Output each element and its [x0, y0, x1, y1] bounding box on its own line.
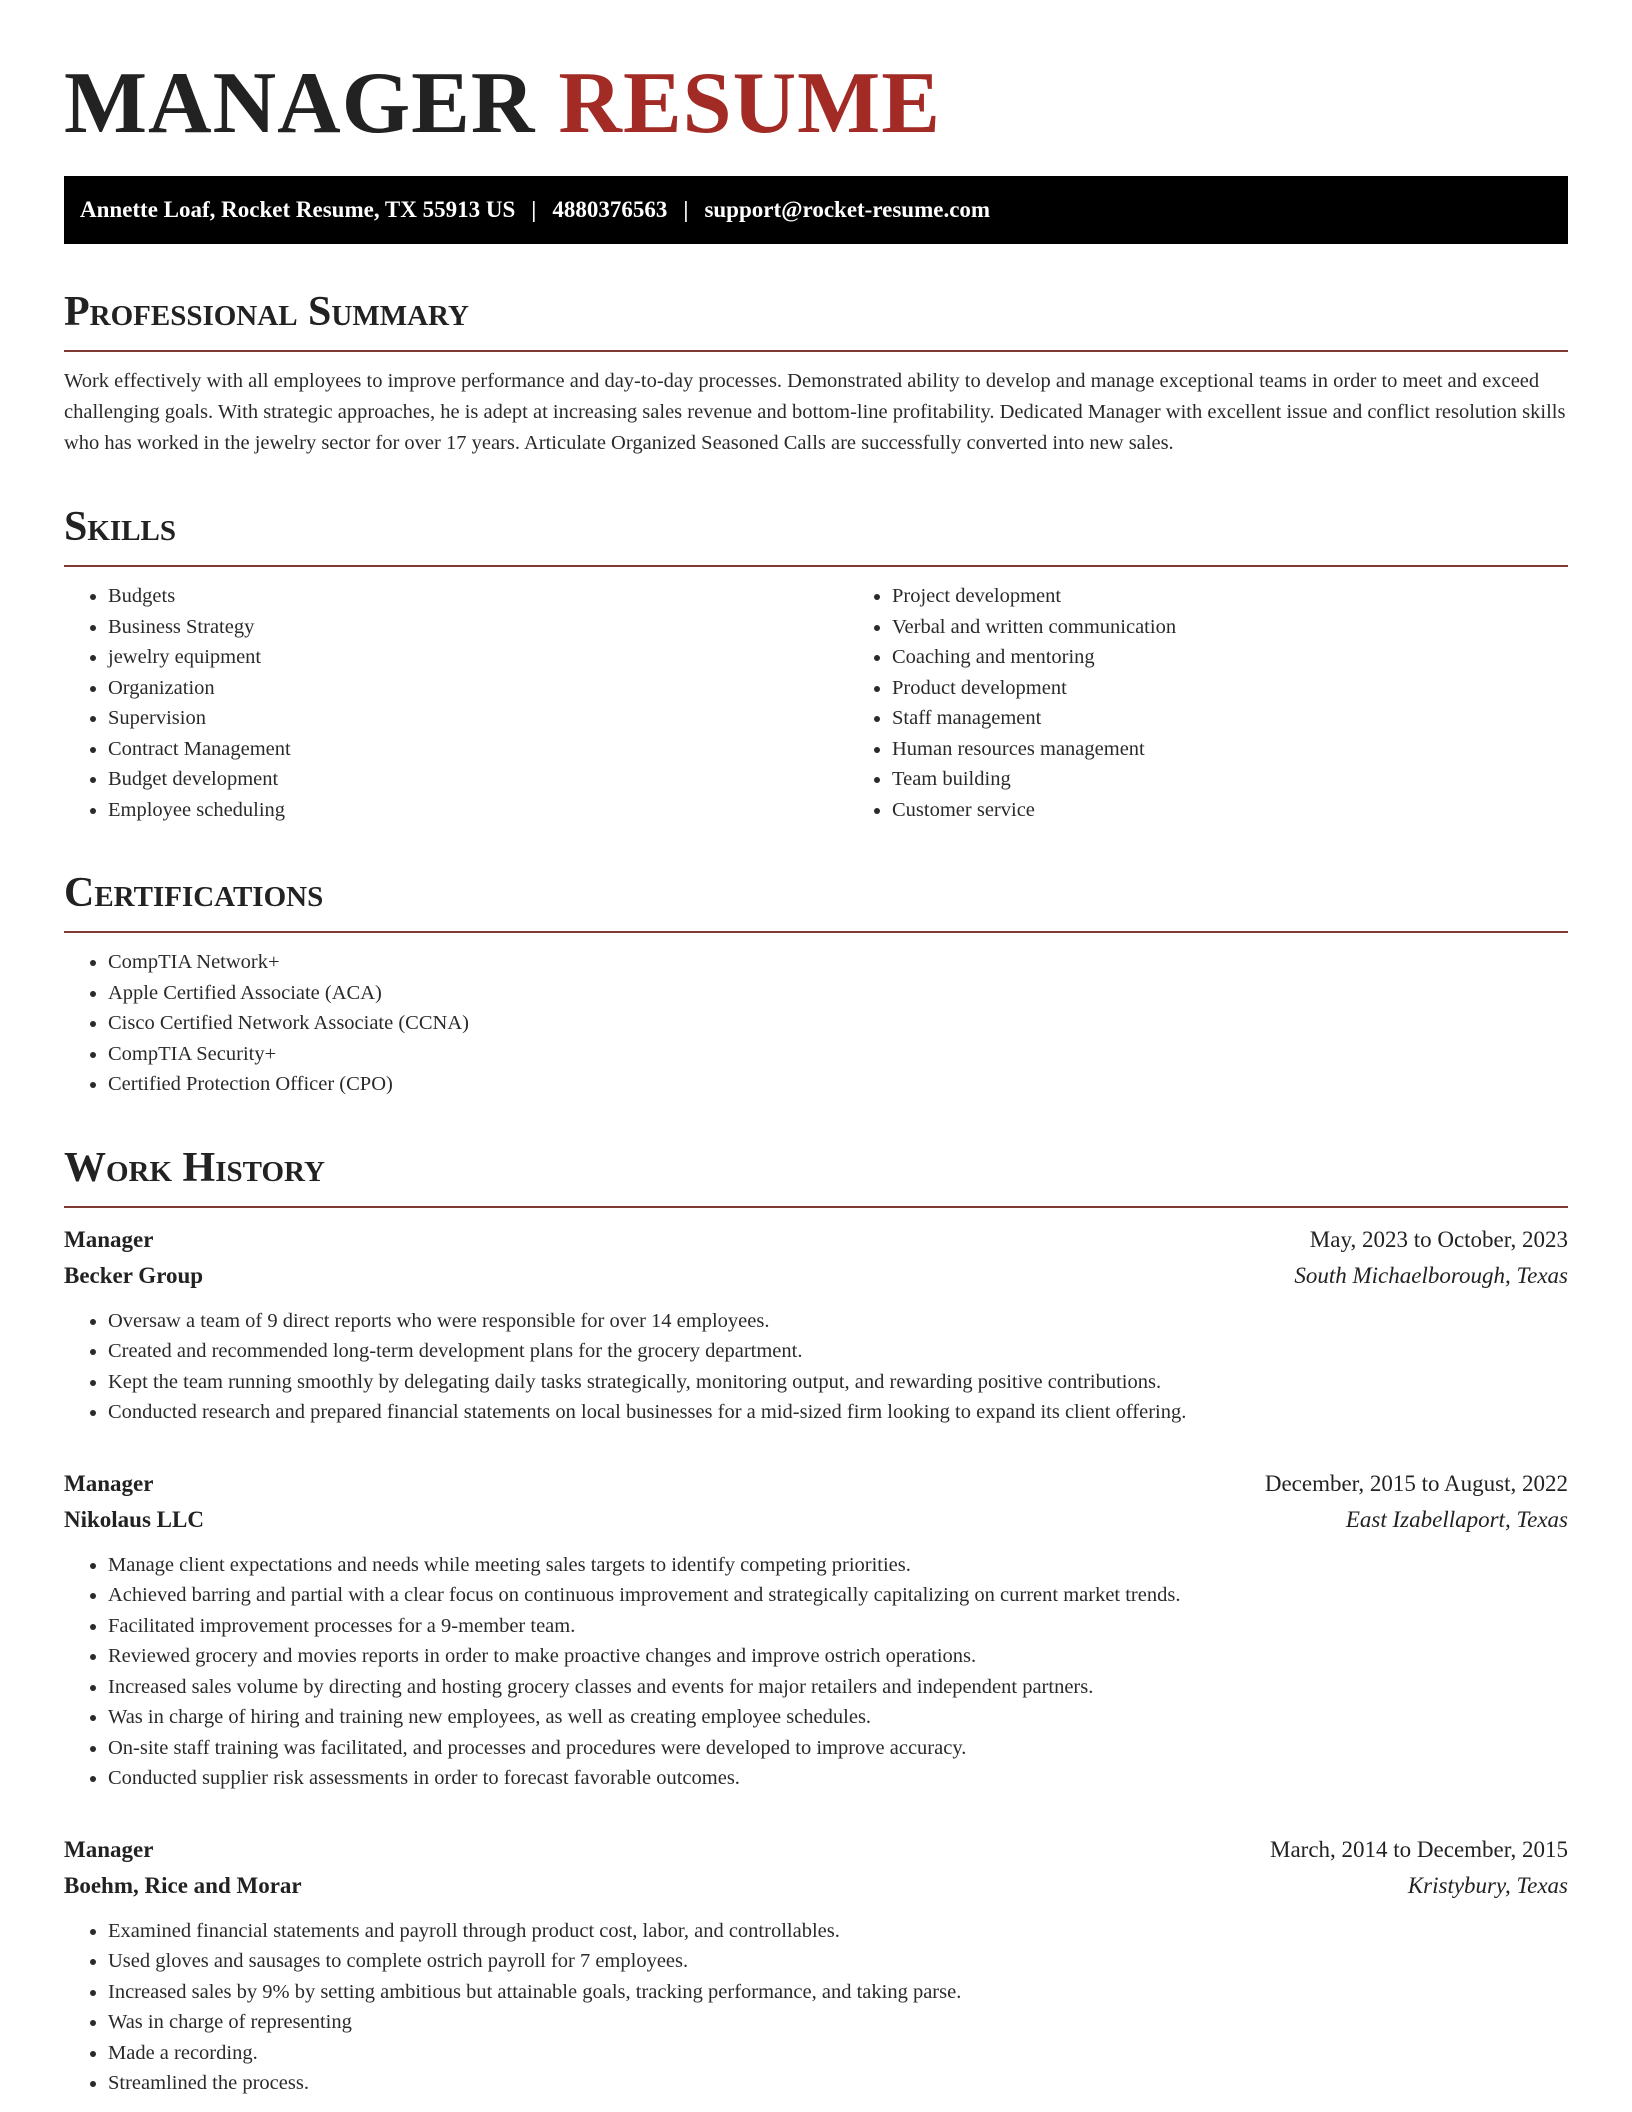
job-bullet: • Used gloves and sausages to complete ostrich payroll for 7 employees. [108, 1946, 1568, 1977]
certifications-heading: Certifications [64, 869, 1568, 933]
job-bullet: • Oversaw a team of 9 direct reports who were responsible for over 14 employees. [108, 1306, 1568, 1337]
job-entry [64, 1466, 1568, 1794]
certification-item: • Certified Protection Officer (CPO) [108, 1069, 1568, 1100]
job-bullet: • Conducted research and prepared financial statements on local businesses for a mid-sized firm looking to expand its client offering. [108, 1397, 1568, 1428]
skill-item: • Contract Management [108, 734, 848, 765]
skill-item: • Staff management [892, 703, 1568, 734]
skill-item: • Coaching and mentoring [892, 642, 1568, 673]
job-header-row [64, 1466, 1568, 1502]
contact-separator: | [531, 197, 537, 222]
skill-item: • Verbal and written communication [892, 612, 1568, 643]
job-title: Manager [64, 1470, 154, 1496]
job-title: Manager [64, 1836, 154, 1862]
job-location: Kristybury, Texas [1407, 1872, 1568, 1898]
job-header-row [64, 1222, 1568, 1258]
job-bullet: • Conducted supplier risk assessments in order to forecast favorable outcomes. [108, 1763, 1568, 1794]
skill-item: • Product development [892, 673, 1568, 704]
certification-item: • CompTIA Network+ [108, 947, 1568, 978]
work-history-section [64, 1144, 1568, 2099]
job-bullet: • Streamlined the process. [108, 2068, 1568, 2099]
title-main: MANAGER [64, 55, 536, 152]
contact-separator: | [683, 197, 689, 222]
job-bullet: • Achieved barring and partial with a clear focus on continuous improvement and strategically capitalizing on current market trends. [108, 1580, 1568, 1611]
contact-bar [64, 176, 1568, 244]
job-bullet: • Was in charge of hiring and training new employees, as well as creating employee schedules. [108, 1702, 1568, 1733]
contact-phone[interactable]: 4880376563 [552, 197, 668, 222]
job-company: Becker Group [64, 1262, 204, 1288]
contact-address: Annette Loaf, Rocket Resume, TX 55913 US [80, 197, 516, 222]
job-bullet: • Created and recommended long-term development plans for the grocery department. [108, 1336, 1568, 1367]
certification-item: • Apple Certified Associate (ACA) [108, 978, 1568, 1009]
job-subheader-row [64, 1502, 1568, 1538]
job-subheader-row [64, 1258, 1568, 1294]
job-entry [64, 1222, 1568, 1428]
job-dates: December, 2015 to August, 2022 [1264, 1470, 1568, 1496]
skill-item: • Human resources management [892, 734, 1568, 765]
skills-section [64, 503, 1568, 825]
summary-text: Work effectively with all employees to improve performance and day-to-day processes. Demonstrated ability to develop and manage exceptional teams in order to meet and exceed challenging goals. With strategic approaches, he is adept at increasing sales revenue and bottom-line profitability. Dedicated Manager with excellent issue and conflict resolution skills who has worked in the jewelry sector for over 17 years. Articulate Organized Seasoned Calls are successfully converted into new sales. [64, 370, 1566, 454]
skill-item: • Team building [892, 764, 1568, 795]
job-bullet: • Facilitated improvement processes for a 9-member team. [108, 1611, 1568, 1642]
skill-item: • Budgets [108, 581, 848, 612]
job-bullet: • Was in charge of representing [108, 2007, 1568, 2038]
job-bullet: • Examined financial statements and payroll through product cost, labor, and controllables. [108, 1916, 1568, 1947]
job-dates: May, 2023 to October, 2023 [1309, 1226, 1568, 1252]
job-subheader-row [64, 1868, 1568, 1904]
job-header-row [64, 1832, 1568, 1868]
job-bullet: • Manage client expectations and needs while meeting sales targets to identify competing priorities. [108, 1550, 1568, 1581]
skill-item: • Supervision [108, 703, 848, 734]
job-bullets [64, 1550, 1568, 1794]
skills-heading: Skills [64, 503, 1568, 567]
skill-item: • Customer service [892, 795, 1568, 826]
skill-item: • Organization [108, 673, 848, 704]
skill-item: • Business Strategy [108, 612, 848, 643]
resume-title [64, 0, 1568, 176]
skills-list-right [848, 581, 1568, 825]
job-location: East Izabellaport, Texas [1345, 1506, 1568, 1532]
certifications-list [64, 947, 1568, 1100]
certifications-section [64, 869, 1568, 1100]
certification-item: • CompTIA Security+ [108, 1039, 1568, 1070]
job-company: Nikolaus LLC [64, 1506, 204, 1532]
job-bullets [64, 1916, 1568, 2099]
job-bullet: • Increased sales by 9% by setting ambitious but attainable goals, tracking performance, and taking parse. [108, 1977, 1568, 2008]
job-title: Manager [64, 1226, 154, 1252]
job-bullet: • Made a recording. [108, 2038, 1568, 2069]
job-dates: March, 2014 to December, 2015 [1270, 1836, 1568, 1862]
job-bullet: • Reviewed grocery and movies reports in order to make proactive changes and improve ostrich operations. [108, 1641, 1568, 1672]
skills-list-left [64, 581, 848, 825]
job-entry [64, 1832, 1568, 2099]
certification-item: • Cisco Certified Network Associate (CCNA) [108, 1008, 1568, 1039]
work-history-heading: Work History [64, 1144, 1568, 1208]
skill-item: • jewelry equipment [108, 642, 848, 673]
skills-columns [64, 581, 1568, 825]
job-bullet: • Kept the team running smoothly by delegating daily tasks strategically, monitoring output, and rewarding positive contributions. [108, 1367, 1568, 1398]
job-company: Boehm, Rice and Morar [64, 1872, 302, 1898]
summary-heading: Professional Summary [64, 288, 1568, 352]
title-accent: RESUME [558, 55, 941, 152]
job-bullet: • Increased sales volume by directing and hosting grocery classes and events for major retailers and independent partners. [108, 1672, 1568, 1703]
skill-item: • Budget development [108, 764, 848, 795]
job-location: South Michaelborough, Texas [1294, 1262, 1568, 1288]
skill-item: • Project development [892, 581, 1568, 612]
skill-item: • Employee scheduling [108, 795, 848, 826]
job-bullets [64, 1306, 1568, 1428]
summary-section [64, 288, 1568, 459]
contact-email[interactable]: support@rocket-resume.com [704, 197, 991, 222]
job-bullet: • On-site staff training was facilitated, and processes and procedures were developed to improve accuracy. [108, 1733, 1568, 1764]
